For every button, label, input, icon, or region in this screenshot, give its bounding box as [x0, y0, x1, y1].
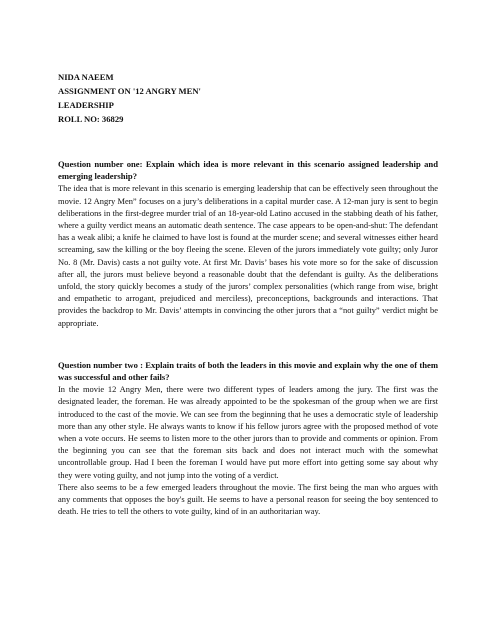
question-two-heading: Question number two : Explain traits of both the leaders in this movie and explain why the one of them was successful and other fails? — [58, 359, 438, 383]
assignment-title: ASSIGNMENT ON '12 ANGRY MEN' — [58, 86, 201, 96]
document-header — [58, 70, 438, 126]
section-question-two — [58, 359, 438, 518]
student-name: NIDA NAEEM — [58, 72, 114, 82]
answer-two-paragraph-2: There also seems to be a few emerged leaders throughout the movie. The first being the man who argues with any comments that opposes the boy's guilt. He seems to have a personal reason for seeing the boy sentenced to death. He tries to tell the others to vote guilty, kind of in an authoritarian way. — [58, 481, 438, 517]
section-question-one — [58, 158, 438, 329]
answer-two-paragraph-1: In the movie 12 Angry Men, there were two different types of leaders among the jury. The first was the designated leader, the foreman. He was already appointed to be the spokesman of the group when we are first introduced to the cast of the movie. We can see from the beginning that he uses a democratic style of leadership more than any other style. He always wants to know if his fellow jurors agree with the proposed method of vote when a vote occurs. He seems to listen more to the other jurors than to provide and comments or opinion. From the beginning you can see that the foreman sits back and does not interact much with the somewhat uncontrollable group. Had I been the foreman I would have put more effort into getting some say about why they were voting guilty, and not jump into the voting of a verdict. — [58, 384, 438, 480]
document-page — [58, 70, 438, 517]
subject-line: LEADERSHIP — [58, 100, 114, 110]
question-one-heading: Question number one: Explain which idea is more relevant in this scenario assigned leadership and emerging leadership? — [58, 159, 438, 182]
answer-one-paragraph: The idea that is more relevant in this scenario is emerging leadership that can be effectively seen throughout the movie. 12 Angry Men” focuses on a jury’s deliberations in a capital murder case. A 12-man jury is sent to begin deliberations in the first-degree murder trial of an 18-year-old Latino accused in the stabbing death of his father, where a guilty verdict means an automatic death sentence. The case appears to be open-and-shut: The defendant has a weak alibi; a knife he claimed to have lost is found at the murder scene; and several witnesses either heard screaming, saw the killing or the boy fleeing the scene. Eleven of the jurors immediately vote guilty; only Juror No. 8 (Mr. Davis) casts a not guilty vote. At first Mr. Davis’ bases his vote more so for the sake of discussion after all, the jurors must believe beyond a reasonable doubt that the defendant is guilty. As the deliberations unfold, the story quickly becomes a study of the jurors’ complex personalities (which range from wise, bright and empathetic to arrogant, prejudiced and merciless), preconceptions, backgrounds and interactions. That provides the backdrop to Mr. Davis’ attempts in convincing the other jurors that a “not guilty” verdict might be appropriate. — [58, 183, 438, 328]
roll-number: ROLL NO: 36829 — [58, 114, 124, 124]
